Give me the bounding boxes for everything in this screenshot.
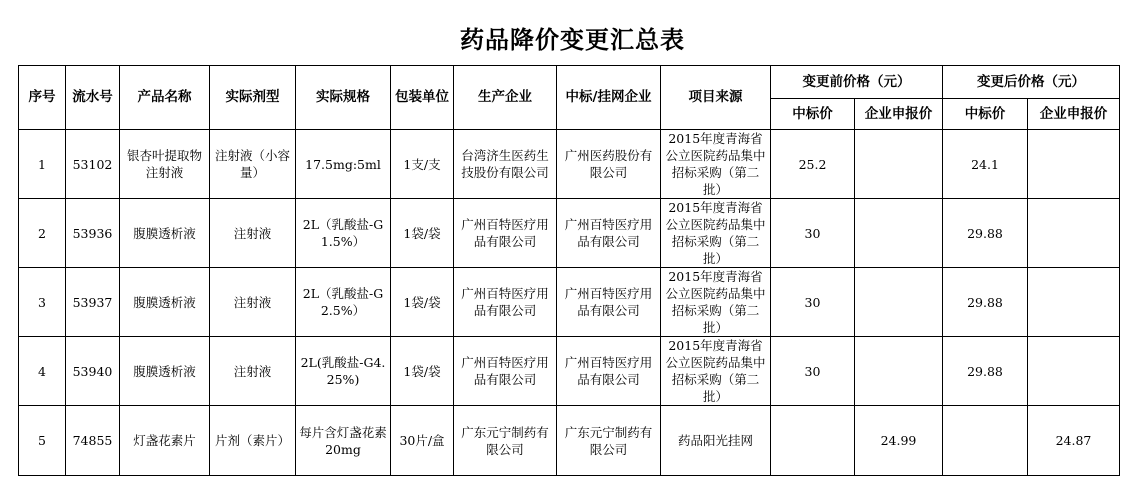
- cell-before-bid: [771, 406, 855, 476]
- cell-form: 注射液: [210, 199, 296, 268]
- cell-after-declared: [1028, 268, 1120, 337]
- header-after-declared: 企业申报价: [1028, 99, 1120, 130]
- cell-serial: 53937: [66, 268, 120, 337]
- header-after-price: 变更后价格（元）: [943, 66, 1120, 99]
- header-before-bid: 中标价: [771, 99, 855, 130]
- cell-serial: 53940: [66, 337, 120, 406]
- cell-source: 2015年度青海省公立医院药品集中招标采购（第二批）: [661, 199, 771, 268]
- cell-after-declared: [1028, 337, 1120, 406]
- table-row: [19, 406, 1120, 476]
- cell-after-bid: 29.88: [943, 199, 1028, 268]
- cell-product: 腹膜透析液: [120, 268, 210, 337]
- cell-before-bid: 30: [771, 199, 855, 268]
- page-title: 药品降价变更汇总表: [460, 26, 685, 54]
- cell-form: 片剂（素片）: [210, 406, 296, 476]
- cell-bidder: 广州百特医疗用品有限公司: [557, 199, 661, 268]
- cell-before-declared: [855, 268, 943, 337]
- cell-bidder: 广州百特医疗用品有限公司: [557, 337, 661, 406]
- cell-before-declared: 24.99: [855, 406, 943, 476]
- cell-bidder: 广东元宁制药有限公司: [557, 406, 661, 476]
- cell-unit: 1袋/袋: [391, 199, 454, 268]
- cell-product: 腹膜透析液: [120, 337, 210, 406]
- cell-form: 注射液: [210, 337, 296, 406]
- header-after-bid: 中标价: [943, 99, 1028, 130]
- cell-serial: 53102: [66, 130, 120, 199]
- header-seq: 序号: [19, 66, 66, 130]
- cell-manufacturer: 广州百特医疗用品有限公司: [454, 199, 557, 268]
- cell-before-bid: 25.2: [771, 130, 855, 199]
- cell-serial: 53936: [66, 199, 120, 268]
- cell-spec: 每片含灯盏花素20mg: [296, 406, 391, 476]
- cell-spec: 17.5mg:5ml: [296, 130, 391, 199]
- cell-after-bid: 24.1: [943, 130, 1028, 199]
- header-spec: 实际规格: [296, 66, 391, 130]
- header-row-top: [19, 66, 1120, 99]
- cell-seq: 3: [19, 268, 66, 337]
- cell-before-declared: [855, 130, 943, 199]
- cell-seq: 2: [19, 199, 66, 268]
- table-row: [19, 199, 1120, 268]
- cell-product: 银杏叶提取物注射液: [120, 130, 210, 199]
- header-manufacturer: 生产企业: [454, 66, 557, 130]
- cell-before-declared: [855, 199, 943, 268]
- cell-manufacturer: 台湾济生医药生技股份有限公司: [454, 130, 557, 199]
- cell-product: 腹膜透析液: [120, 199, 210, 268]
- cell-product: 灯盏花素片: [120, 406, 210, 476]
- cell-spec: 2L(乳酸盐-G4.25%): [296, 337, 391, 406]
- cell-form: 注射液: [210, 268, 296, 337]
- cell-manufacturer: 广州百特医疗用品有限公司: [454, 337, 557, 406]
- cell-spec: 2L（乳酸盐-G2.5%）: [296, 268, 391, 337]
- cell-source: 2015年度青海省公立医院药品集中招标采购（第二批）: [661, 130, 771, 199]
- cell-unit: 1袋/袋: [391, 337, 454, 406]
- table-row: [19, 337, 1120, 406]
- cell-unit: 30片/盒: [391, 406, 454, 476]
- cell-bidder: 广州百特医疗用品有限公司: [557, 268, 661, 337]
- cell-before-declared: [855, 337, 943, 406]
- cell-seq: 5: [19, 406, 66, 476]
- header-before-declared: 企业申报价: [855, 99, 943, 130]
- cell-source: 2015年度青海省公立医院药品集中招标采购（第二批）: [661, 268, 771, 337]
- cell-unit: 1袋/袋: [391, 268, 454, 337]
- header-product: 产品名称: [120, 66, 210, 130]
- cell-serial: 74855: [66, 406, 120, 476]
- cell-form: 注射液（小容量）: [210, 130, 296, 199]
- header-unit: 包装单位: [391, 66, 454, 130]
- cell-source: 2015年度青海省公立医院药品集中招标采购（第二批）: [661, 337, 771, 406]
- cell-before-bid: 30: [771, 268, 855, 337]
- cell-source: 药品阳光挂网: [661, 406, 771, 476]
- cell-bidder: 广州医药股份有限公司: [557, 130, 661, 199]
- cell-manufacturer: 广东元宁制药有限公司: [454, 406, 557, 476]
- cell-manufacturer: 广州百特医疗用品有限公司: [454, 268, 557, 337]
- cell-after-declared: [1028, 130, 1120, 199]
- header-serial: 流水号: [66, 66, 120, 130]
- cell-spec: 2L（乳酸盐-G1.5%）: [296, 199, 391, 268]
- header-form: 实际剂型: [210, 66, 296, 130]
- header-before-price: 变更前价格（元）: [771, 66, 943, 99]
- cell-unit: 1支/支: [391, 130, 454, 199]
- cell-before-bid: 30: [771, 337, 855, 406]
- cell-after-bid: [943, 406, 1028, 476]
- cell-after-declared: [1028, 199, 1120, 268]
- cell-after-declared: 24.87: [1028, 406, 1120, 476]
- table-row: [19, 130, 1120, 199]
- header-bidder: 中标/挂网企业: [557, 66, 661, 130]
- price-change-table: [18, 65, 1120, 476]
- cell-after-bid: 29.88: [943, 268, 1028, 337]
- cell-seq: 4: [19, 337, 66, 406]
- table-row: [19, 268, 1120, 337]
- cell-seq: 1: [19, 130, 66, 199]
- header-source: 项目来源: [661, 66, 771, 130]
- cell-after-bid: 29.88: [943, 337, 1028, 406]
